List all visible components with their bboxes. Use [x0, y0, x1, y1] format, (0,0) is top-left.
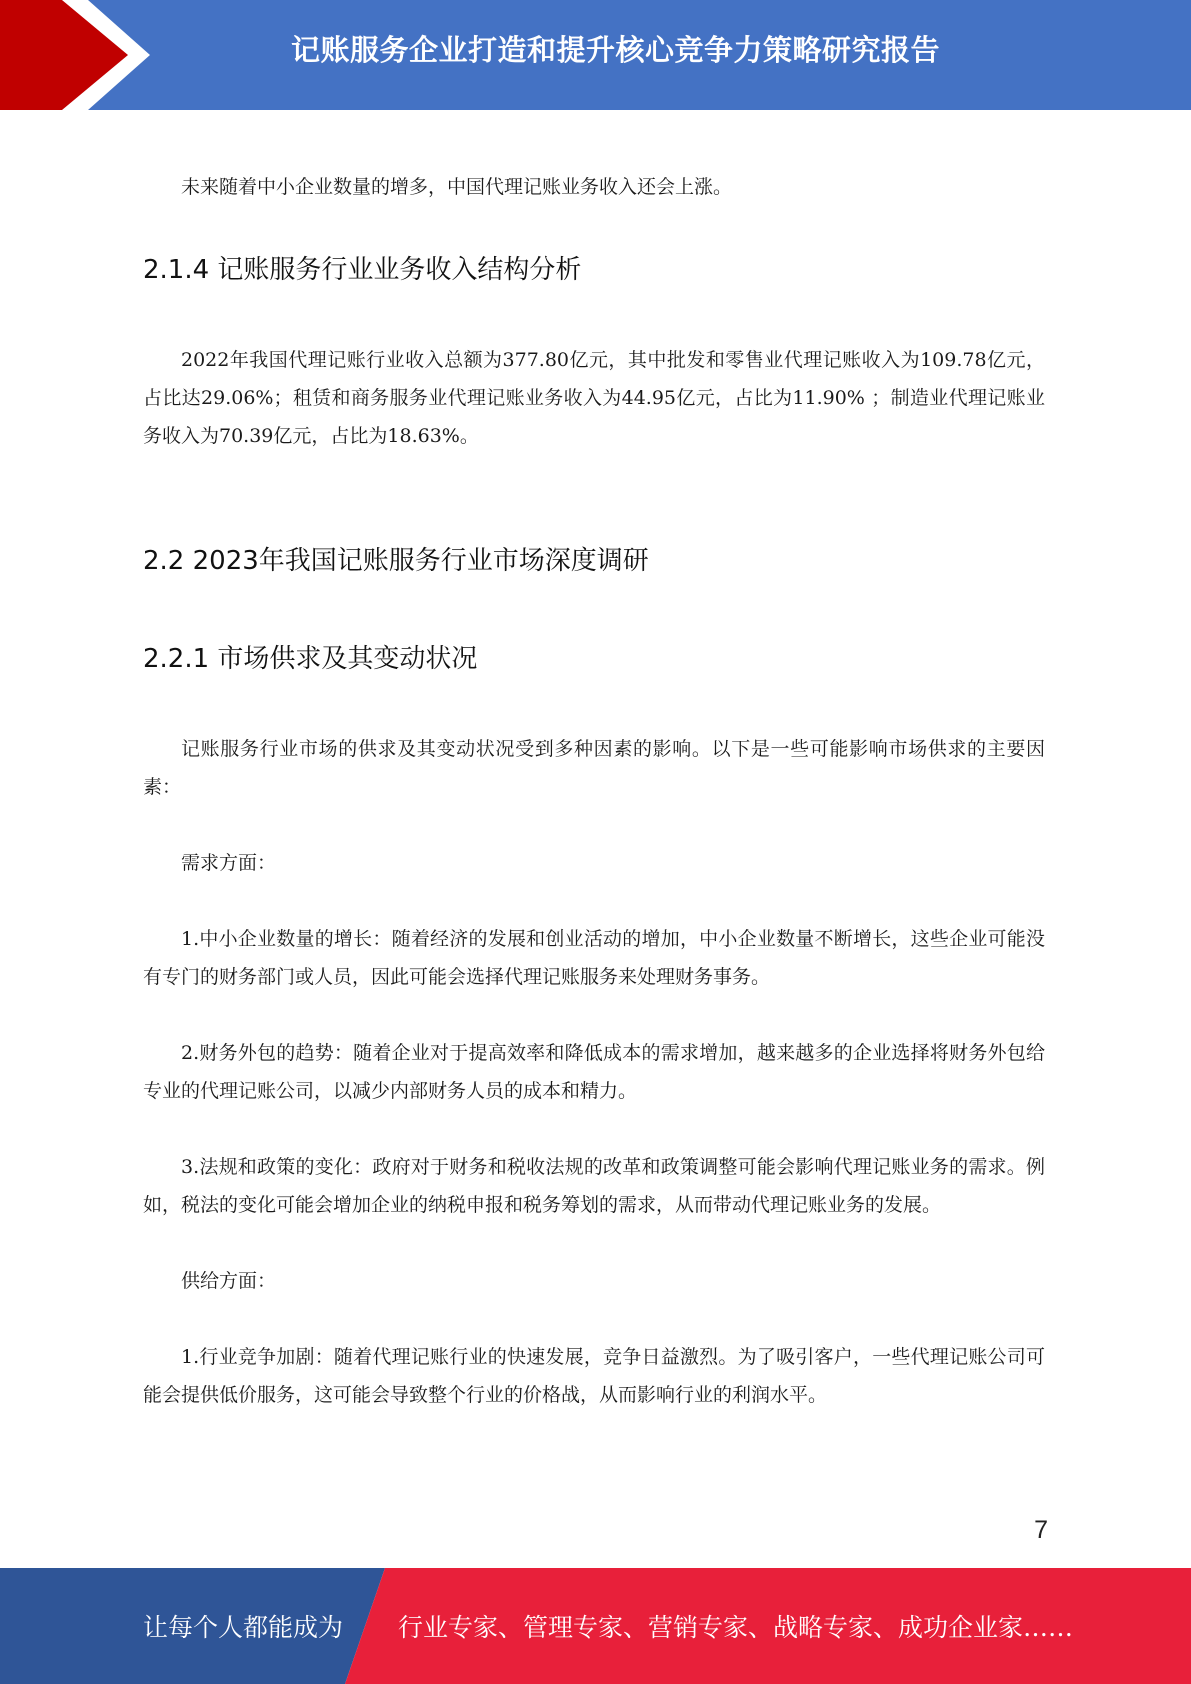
paragraph-demand-1: 1.中小企业数量的增长：随着经济的发展和创业活动的增加，中小企业数量不断增长，这些企业可能没有专门的财务部门或人员，因此可能会选择代理记账服务来处理财务事务。 [143, 928, 1045, 988]
heading-2-1-4: 2.1.4 记账服务行业业务收入结构分析 [143, 255, 582, 285]
document-body [143, 168, 1045, 1414]
paragraph-demand-2: 2.财务外包的趋势：随着企业对于提高效率和降低成本的需求增加，越来越多的企业选择将财务外包给专业的代理记账公司，以减少内部财务人员的成本和精力。 [143, 1042, 1045, 1102]
header-band [0, 0, 1191, 110]
footer-slogan-left: 让每个人都能成为 [143, 1613, 344, 1642]
heading-2-2: 2.2 2023年我国记账服务行业市场深度调研 [143, 546, 649, 576]
report-title: 记账服务企业打造和提升核心竞争力策略研究报告 [290, 33, 940, 67]
paragraph-intro: 未来随着中小企业数量的增多，中国代理记账业务收入还会上涨。 [181, 176, 733, 198]
paragraph-supply-demand-intro: 记账服务行业市场的供求及其变动状况受到多种因素的影响。以下是一些可能影响市场供求的主要因素： [143, 738, 1045, 798]
paragraph-demand-3: 3.法规和政策的变化：政府对于财务和税收法规的改革和政策调整可能会影响代理记账业务的需求。例如，税法的变化可能会增加企业的纳税申报和税务筹划的需求，从而带动代理记账业务的发展。 [143, 1156, 1045, 1216]
paragraph-supply-1: 1.行业竞争加剧：随着代理记账行业的快速发展，竞争日益激烈。为了吸引客户，一些代理记账公司可能会提供低价服务，这可能会导致整个行业的价格战，从而影响行业的利润水平。 [143, 1346, 1045, 1406]
footer-band [0, 1568, 1191, 1684]
paragraph-revenue-structure: 2022年我国代理记账行业收入总额为377.80亿元，其中批发和零售业代理记账收入为109.78亿元，占比达29.06%；租赁和商务服务业代理记账业务收入为44.95亿元，占比为11.90% ；制造业代理记账业务收入为70.39亿元，占比为18.63%。 [143, 349, 1045, 447]
paragraph-supply-label: 供给方面： [181, 1270, 277, 1292]
paragraph-demand-label: 需求方面： [181, 852, 277, 874]
heading-2-2-1: 2.2.1 市场供求及其变动状况 [143, 644, 478, 674]
page-number: 7 [1034, 1516, 1048, 1544]
footer-slogan-right: 行业专家、管理专家、营销专家、战略专家、成功企业家…… [398, 1613, 1074, 1642]
